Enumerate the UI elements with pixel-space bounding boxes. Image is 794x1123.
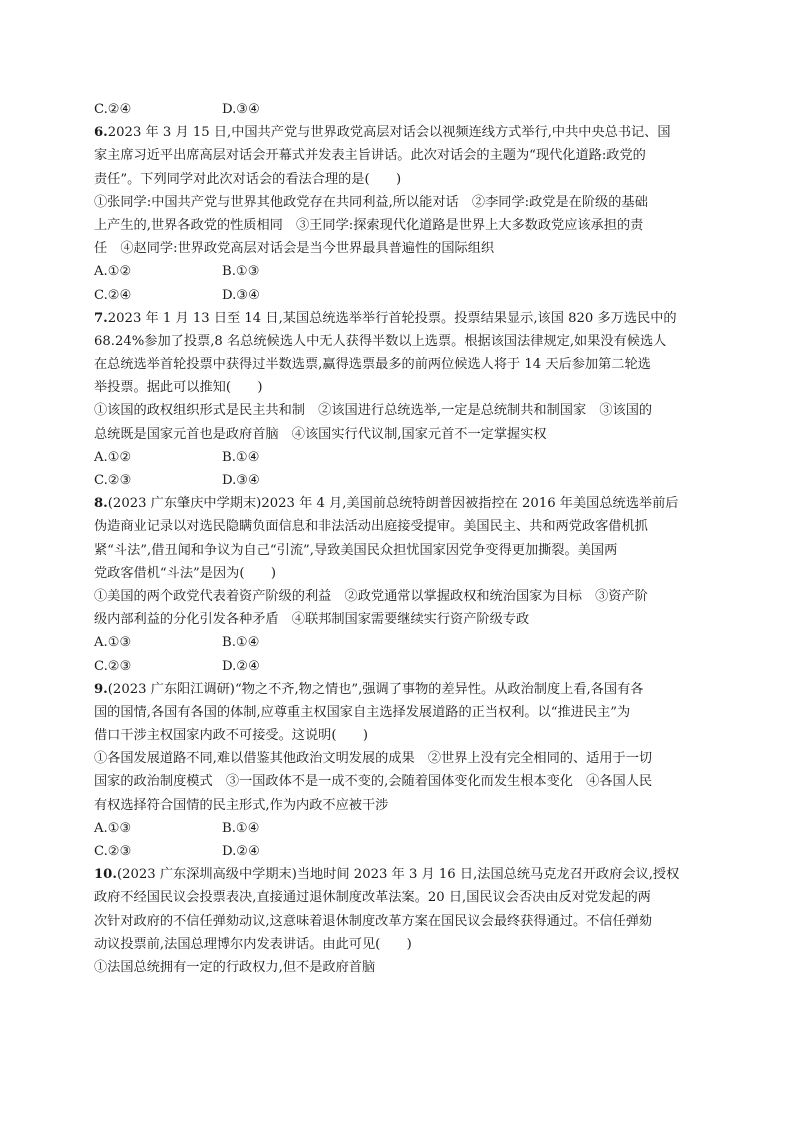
- q9-option-d: D.②④: [222, 844, 260, 859]
- q9-choice-line: 国家的政治制度模式 ③一国政体不是一成不变的,会随着国体变化而发生根本变化 ④各国人民: [94, 774, 653, 790]
- q9-choice-line: ①各国发展道路不同,难以借鉴其他政治文明发展的成果 ②世界上没有完全相同的、适用于一切: [94, 751, 653, 767]
- q9-stem-line: 9.(2023 广东阳江调研)“物之不齐,物之情也”,强调了事物的差异性。从政治制度上看,各国有各: [94, 681, 644, 697]
- q6-options-row: [94, 284, 700, 307]
- q9-option-c: C.②③: [94, 844, 132, 859]
- q6-option-a: A.①②: [94, 264, 132, 280]
- question-10: [94, 863, 700, 979]
- q9-number: 9.: [94, 681, 108, 697]
- q6-option-d: D.③④: [222, 287, 260, 303]
- q7-options-row: [94, 446, 700, 469]
- q6-stem-line: 6.2023 年 3 月 15 日,中国共产党与世界政党高层对话会以视频连线方式举行,中共中央总书记、国: [94, 125, 671, 141]
- question-6: [94, 121, 700, 307]
- q6-option-b: B.①③: [222, 264, 260, 280]
- q7-option-a: A.①②: [94, 449, 132, 465]
- q8-choice-line: 级内部利益的分化引发各种矛盾 ④联邦制国家需要继续实行资产阶级专政: [94, 612, 530, 628]
- q6-stem-line: 家主席习近平出席高层对话会开幕式并发表主旨讲话。此次对话会的主题为“现代化道路:政党的: [94, 148, 646, 164]
- q8-option-b: B.①④: [222, 635, 260, 651]
- q7-option-b: B.①④: [222, 449, 260, 465]
- q10-stem-line: 动议投票前,法国总理博尔内发表讲话。由此可见( ): [94, 936, 412, 952]
- q5-option-c: C.②④: [94, 102, 132, 117]
- q10-stem-line: 10.(2023 广东深圳高级中学期末)当地时间 2023 年 3 月 16 日,法国总统马克龙召开政府会议,授权: [94, 867, 680, 883]
- question-7: [94, 307, 700, 493]
- q6-choice-line: ①张同学:中国共产党与世界其他政党存在共同利益,所以能对话 ②李同学:政党是在阶级的基础: [94, 194, 648, 210]
- q6-option-c: C.②④: [94, 287, 132, 303]
- q8-number: 8.: [94, 496, 108, 512]
- q6-options-row: [94, 260, 700, 283]
- q5-option-d: D.③④: [222, 102, 260, 117]
- q10-stem-line: 政府不经国民议会投票表决,直接通过退休制度改革法案。20 日,国民议会否决由反对党发起的两: [94, 890, 651, 906]
- q9-option-a: A.①③: [94, 820, 132, 836]
- q8-stem-line: 党政客借机“斗法”是因为( ): [94, 565, 277, 581]
- q8-choice-line: ①美国的两个政党代表着资产阶级的利益 ②政党通常以掌握政权和统治国家为目标 ③资产阶: [94, 588, 648, 604]
- question-8: [94, 492, 700, 678]
- q5-options-row: [94, 98, 700, 121]
- q7-stem-line: 在总统选举首轮投票中获得过半数选票,赢得选票最多的前两位候选人将于 14 天后参加第二轮选: [94, 357, 651, 373]
- q6-number: 6.: [94, 125, 108, 141]
- q7-stem-line: 举投票。据此可以推知( ): [94, 380, 263, 396]
- q8-option-c: C.②③: [94, 658, 132, 674]
- q7-option-c: C.②③: [94, 473, 132, 488]
- q8-options-row: [94, 631, 700, 654]
- q9-stem-line: 借口干涉主权国家内政不可接受。这说明( ): [94, 728, 369, 744]
- q6-stem-line: 责任”。下列同学对此次对话会的看法合理的是( ): [94, 171, 402, 187]
- q8-option-d: D.②④: [222, 658, 260, 674]
- q9-options-row: [94, 817, 700, 840]
- q6-choice-line: 任 ④赵同学:世界政党高层对话会是当今世界最具普遍性的国际组织: [94, 241, 495, 257]
- q9-options-row: [94, 840, 700, 863]
- q7-number: 7.: [94, 310, 108, 326]
- q7-choice-line: ①该国的政权组织形式是民主共和制 ②该国进行总统选举,一定是总统制共和制国家 ③该国的: [94, 403, 653, 419]
- q9-stem-line: 国的国情,各国有各国的体制,应尊重主权国家自主选择发展道路的正当权利。以“推进民主”为: [94, 704, 631, 720]
- q8-options-row: [94, 655, 700, 678]
- q8-stem-line: 伪造商业记录以对选民隐瞒负面信息和非法活动出庭接受提审。美国民主、共和两党政客借机抓: [94, 519, 648, 535]
- q9-option-b: B.①④: [222, 820, 260, 836]
- question-content: [94, 98, 700, 979]
- q10-stem-line: 次针对政府的不信任弹劾动议,这意味着退休制度改革方案在国民议会最终获得通过。不信任弹劾: [94, 913, 653, 929]
- q7-stem-line: 68.24%参加了投票,8 名总统候选人中无人获得半数以上选票。根据该国法律规定,如果没有候选人: [94, 333, 667, 349]
- q8-stem-line: 紧“斗法”,借丑闻和争议为自己“引流”,导致美国民众担忧国家因党争变得更加撕裂。美国两: [94, 542, 618, 558]
- question-9: [94, 678, 700, 864]
- q8-stem-line: 8.(2023 广东肇庆中学期末)2023 年 4 月,美国前总统特朗普因被指控在 2016 年美国总统选举前后: [94, 496, 679, 512]
- q7-option-d: D.③④: [222, 473, 260, 488]
- q7-choice-line: 总统既是国家元首也是政府首脑 ④该国实行代议制,国家元首不一定掌握实权: [94, 426, 547, 442]
- q7-stem-line: 7.2023 年 1 月 13 日至 14 日,某国总统选举举行首轮投票。投票结果显示,该国 820 多万选民中的: [94, 310, 677, 326]
- q10-number: 10.: [94, 867, 117, 883]
- q7-options-row: [94, 469, 700, 492]
- q8-option-a: A.①③: [94, 635, 132, 651]
- q9-choice-line: 有权选择符合国情的民主形式,作为内政不应被干涉: [94, 797, 389, 813]
- q6-choice-line: 上产生的,世界各政党的性质相同 ③王同学:探索现代化道路是世界上大多数政党应该承担的责: [94, 217, 644, 233]
- q10-choice-line: ①法国总统拥有一定的行政权力,但不是政府首脑: [94, 959, 376, 975]
